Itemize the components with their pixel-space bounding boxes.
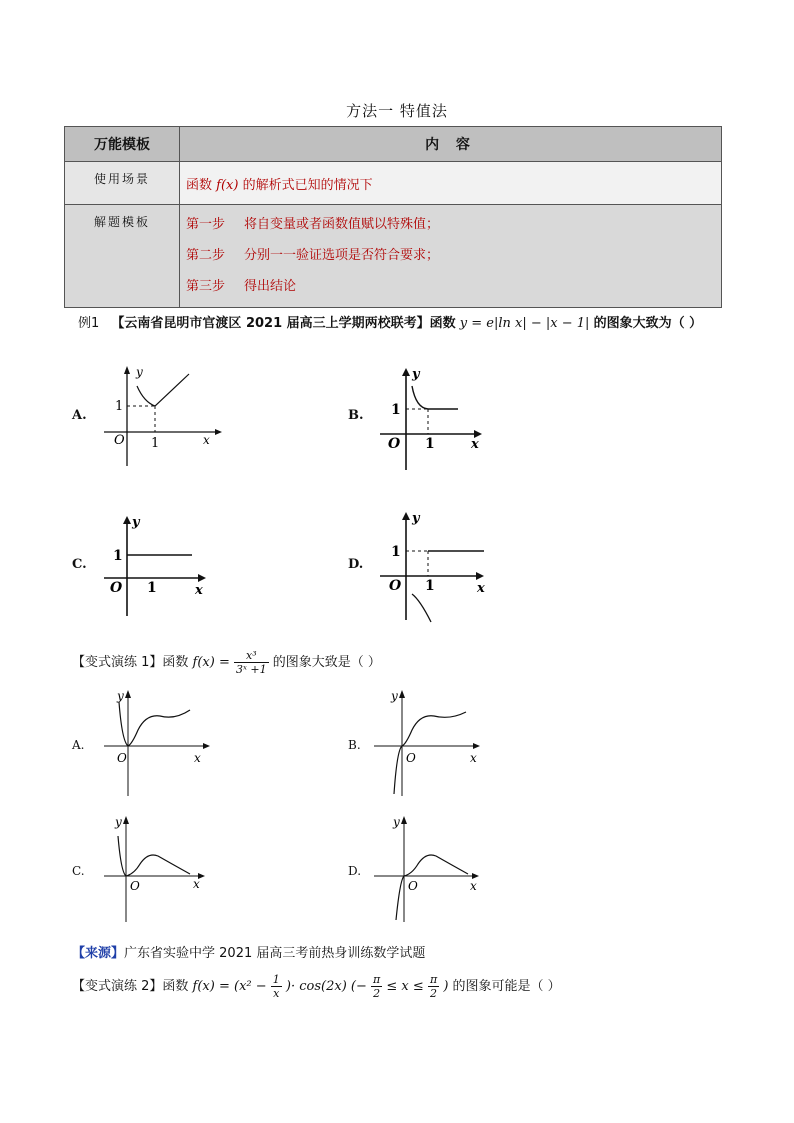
step-3 bbox=[186, 271, 715, 302]
ex1-b-tick-1y: 1 bbox=[391, 402, 401, 418]
var1-b-origin: O bbox=[406, 751, 416, 765]
var1-a-x: x bbox=[194, 751, 201, 765]
ex1-b-origin: O bbox=[388, 436, 401, 452]
var1-graph-b bbox=[370, 686, 490, 800]
step-1-key: 第一步 bbox=[186, 217, 226, 232]
step-3-key: 第三步 bbox=[186, 279, 226, 294]
scenario-post: 的解析式已知的情况下 bbox=[242, 177, 373, 193]
source-tag: 【来源】 bbox=[72, 946, 125, 961]
example1-prefix: 例1 bbox=[78, 316, 100, 331]
example1-source: 【云南省昆明市官渡区 2021 届高三上学期两校联考】函数 bbox=[111, 316, 456, 331]
steps-cell bbox=[180, 205, 722, 308]
ex1-option-b-label: B. bbox=[348, 408, 364, 423]
variant1-prefix: 【变式演练 1】函数 bbox=[72, 655, 189, 670]
ex1-option-c-label: C. bbox=[72, 557, 87, 572]
variant2-formula-a: f(x) = (x² − bbox=[192, 979, 267, 994]
var1-option-b-label: B. bbox=[348, 738, 361, 752]
ex1-b-y: y bbox=[412, 367, 420, 382]
variant1-suffix: 的图象大致是（ ） bbox=[272, 655, 381, 670]
template-table bbox=[64, 126, 722, 308]
var1-b-y: y bbox=[391, 689, 398, 703]
var1-option-c-label: C. bbox=[72, 864, 85, 878]
variant1-numerator: x³ bbox=[234, 649, 269, 663]
ex1-option-d-label: D. bbox=[348, 557, 364, 572]
var1-graph-d bbox=[370, 812, 490, 926]
variant1-denominator: 3ˣ +1 bbox=[236, 663, 267, 676]
ex1-c-origin: O bbox=[110, 580, 123, 596]
variant2-frac-3-num: π bbox=[429, 973, 438, 986]
ex1-c-tick-1y: 1 bbox=[113, 548, 123, 564]
variant2-frac-1-num: 1 bbox=[272, 973, 280, 986]
var1-a-y: y bbox=[117, 689, 124, 703]
step-1-text: 将自变量或者函数值赋以特殊值； bbox=[244, 217, 440, 232]
step-3-text: 得出结论 bbox=[244, 279, 297, 294]
ex1-graph-a bbox=[100, 362, 230, 472]
ex1-d-y: y bbox=[412, 511, 420, 526]
var1-option-a-label: A. bbox=[72, 738, 85, 752]
variant2-frac-1 bbox=[271, 973, 282, 1000]
ex1-c-tick-1x: 1 bbox=[147, 580, 157, 596]
variant2-formula-d: ) bbox=[443, 979, 449, 994]
var1-graph-a bbox=[100, 686, 220, 800]
ex1-a-tick-1y: 1 bbox=[115, 399, 124, 414]
ex1-a-origin: O bbox=[114, 433, 125, 448]
table-row-scenario bbox=[65, 162, 722, 205]
ex1-b-tick-1x: 1 bbox=[425, 436, 435, 452]
variant2-formula-b: )· cos(2x) (− bbox=[285, 979, 367, 994]
var1-b-x: x bbox=[470, 751, 477, 765]
step-1 bbox=[186, 209, 715, 240]
var1-d-y: y bbox=[393, 815, 400, 829]
var1-graph-c bbox=[100, 812, 220, 926]
example1-question bbox=[78, 312, 702, 331]
scenario-pre: 函数 bbox=[186, 177, 213, 193]
source-text: 广东省实验中学 2021 届高三考前热身训练数学试题 bbox=[124, 946, 426, 961]
ex1-d-origin: O bbox=[389, 578, 402, 594]
ex1-graph-d bbox=[376, 508, 491, 626]
var1-a-origin: O bbox=[117, 751, 127, 765]
example1-suffix: 的图象大致为（ ） bbox=[593, 316, 703, 331]
ex1-b-x: x bbox=[471, 437, 479, 452]
var1-c-y: y bbox=[115, 815, 122, 829]
variant2-prefix: 【变式演练 2】函数 bbox=[72, 979, 189, 994]
table-header-row bbox=[65, 127, 722, 162]
scenario-fx: f(x) bbox=[216, 177, 239, 193]
ex1-a-tick-1x: 1 bbox=[151, 436, 160, 451]
ex1-c-x: x bbox=[195, 583, 203, 598]
variant2-question bbox=[72, 970, 561, 1004]
variant2-formula-c: ≤ x ≤ bbox=[386, 979, 424, 994]
variant1-fx: f(x) = bbox=[192, 655, 230, 670]
header-content: 内 容 bbox=[180, 127, 722, 162]
ex1-a-x: x bbox=[203, 433, 210, 447]
ex1-d-tick-1y: 1 bbox=[391, 544, 401, 560]
ex1-a-y: y bbox=[136, 365, 143, 379]
variant2-frac-3-den: 2 bbox=[430, 987, 438, 1000]
ex1-c-y: y bbox=[132, 515, 140, 530]
step-2-key: 第二步 bbox=[186, 248, 226, 263]
example1-formula: y = e|ln x| − |x − 1| bbox=[459, 316, 590, 331]
var1-option-d-label: D. bbox=[348, 864, 362, 878]
table-row-steps bbox=[65, 205, 722, 308]
variant1-question bbox=[72, 648, 381, 678]
label-scenario: 使用场景 bbox=[65, 162, 180, 205]
var1-c-x: x bbox=[193, 877, 200, 891]
ex1-option-a-label: A. bbox=[72, 408, 87, 423]
variant2-frac-3 bbox=[428, 973, 439, 1000]
variant2-frac-1-den: x bbox=[273, 987, 280, 1000]
variant2-frac-2-num: π bbox=[373, 973, 381, 986]
ex1-d-x: x bbox=[477, 581, 485, 596]
ex1-graph-b bbox=[376, 364, 491, 474]
variant1-fraction bbox=[234, 649, 269, 676]
variant2-frac-2 bbox=[371, 973, 382, 1000]
source-line bbox=[72, 942, 425, 961]
var1-d-origin: O bbox=[408, 879, 418, 893]
ex1-d-tick-1x: 1 bbox=[425, 578, 435, 594]
ex1-graph-c bbox=[100, 512, 220, 622]
variant2-suffix: 的图象可能是（ ） bbox=[452, 979, 561, 994]
header-template: 万能模板 bbox=[65, 127, 180, 162]
scenario-text bbox=[180, 162, 722, 205]
section-title: 方法一 特值法 bbox=[346, 102, 448, 120]
step-2 bbox=[186, 240, 715, 271]
variant2-frac-2-den: 2 bbox=[373, 987, 381, 1000]
var1-c-origin: O bbox=[130, 879, 140, 893]
label-template: 解题模板 bbox=[65, 205, 180, 308]
var1-d-x: x bbox=[470, 879, 477, 893]
step-2-text: 分别一一验证选项是否符合要求； bbox=[244, 248, 440, 263]
